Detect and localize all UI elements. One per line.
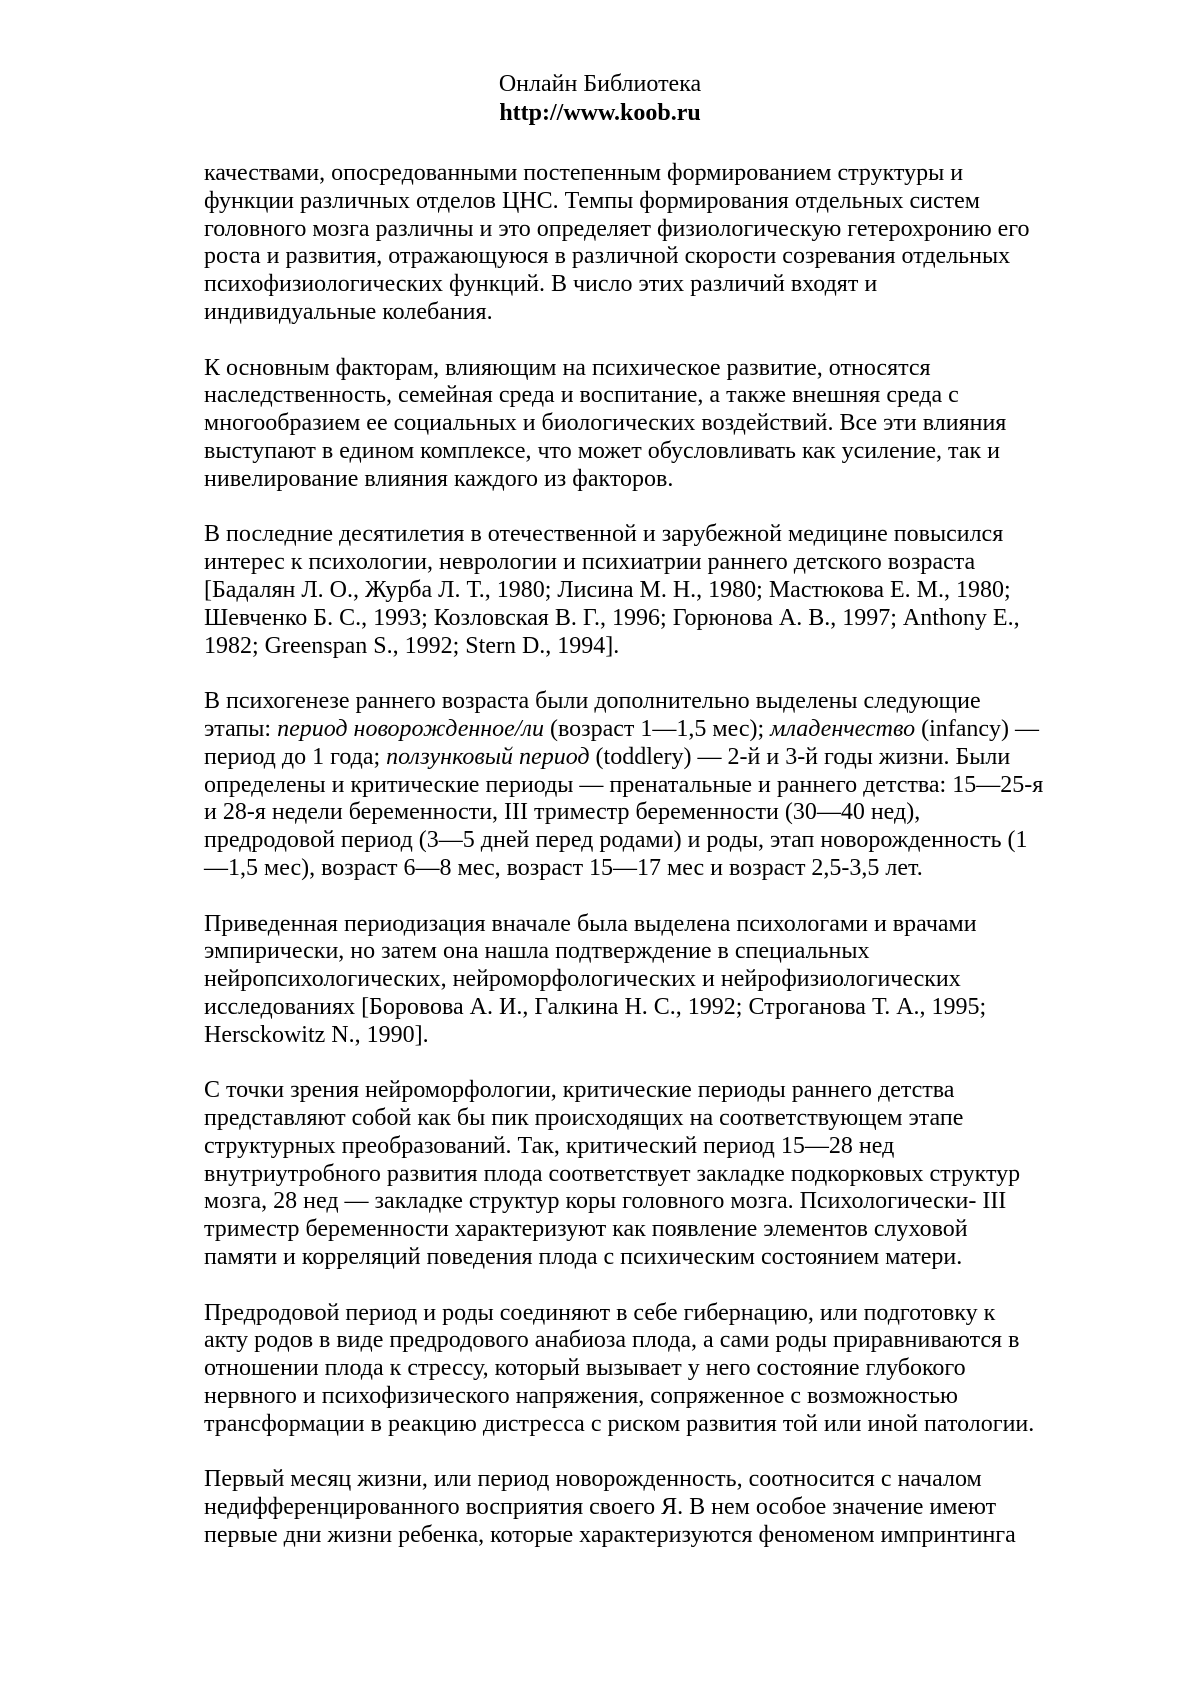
page-header	[0, 70, 1200, 128]
paragraph-with-italics	[204, 688, 1064, 883]
paragraph: В последние десятилетия в отечественной и зарубежной медицине повысился интерес к психологии, неврологии и психиатрии раннего детского возраста [Бадалян Л. О., Журба Л. Т., 1980; Лисина М. Н., 1980; Мастюкова Е. М., 1980; Шевченко Б. С., 1993; Козловская В. Г., 1996; Горюнова А. В., 1997; Anthony E., 1982; Greenspan S., 1992; Stern D., 1994].	[204, 521, 1020, 659]
paragraph: качествами, опосредованными постепенным формированием структуры и функции различных отделов ЦНС. Темпы формирования отдельных систем головного мозга различны и это определяет физиологическую гетерохронию его роста и развития, отражающуюся в различной скорости созревания отдельных психофизиологических функций. В число этих различий входят и индивидуальные колебания.	[204, 160, 1030, 325]
site-title: Онлайн Библиотека	[498, 71, 702, 97]
text-segment: (возраст 1—1,5 мес);	[543, 715, 771, 742]
paragraph: Предродовой период и роды соединяют в себе гибернацию, или подготовку к акту родов в виде предродового анабиоза плода, а сами роды приравниваются в отношении плода к стрессу, который вызывает у него состояние глубокого нервного и психофизического напряжения, сопряженное с возможностью трансформации в реакцию дистресса с риском развития той или иной патологии.	[204, 1299, 1035, 1437]
paragraph: К основным факторам, влияющим на психическое развитие, относятся наследственность, семейная среда и воспитание, а также внешняя среда с многообразием ее социальных и биологических воздействий. Все эти влияния выступают в едином комплексе, что может обусловливать как усиление, так и нивелирование влияния каждого из факторов.	[204, 354, 1007, 492]
italic-term: период новорожденное/ли	[277, 715, 544, 742]
paragraph: Первый месяц жизни, или период новорожденность, соотносится с началом недифференцированного восприятия своего Я. В нем особое значение имеют первые дни жизни ребенка, которые характеризуются феноменом импринтинга	[204, 1466, 1016, 1549]
document-body	[204, 160, 1064, 1578]
text-segment: В психогенезе раннего возраста были дополнительно выделены следующие этапы:	[204, 688, 981, 742]
italic-term: ползунковый период	[386, 743, 590, 770]
paragraph: Приведенная периодизация вначале была выделена психологами и врачами эмпирически, но затем она нашла подтверждение в специальных нейропсихологических, нейроморфологических и нейрофизиологических исследованиях [Боровова А. И., Галкина Н. С., 1992; Строганова Т. А., 1995; Hersckowitz N., 1990].	[204, 910, 987, 1048]
site-url[interactable]: http://www.koob.ru	[499, 100, 701, 126]
text-segment: (infancy) — период до 1 года;	[204, 715, 1040, 770]
text-segment: (toddlery) — 2-й и 3-й годы жизни. Были определены и критические периоды — пренатальные и раннего детства: 15—25-я и 28-я недели беременности, III триместр беременности (30—40 нед), предродовой период (3—5 дней перед родами) и роды, этап новорожденность (1 —1,5 мес), возраст 6—8 мес, возраст 15—17 мес и возраст 2,5-3,5 лет.	[204, 743, 1044, 881]
italic-term: младенчество	[770, 715, 916, 742]
paragraph: С точки зрения нейроморфологии, критические периоды раннего детства представляют собой как бы пик происходящих на соответствующем этапе структурных преобразований. Так, критический период 15—28 нед внутриутробного развития плода соответствует закладке подкорковых структур мозга, 28 нед — закладке структур коры головного мозга. Психологически- III триместр беременности характеризуют как появление элементов слуховой памяти и корреляций поведения плода с психическим состоянием матери.	[204, 1077, 1021, 1271]
